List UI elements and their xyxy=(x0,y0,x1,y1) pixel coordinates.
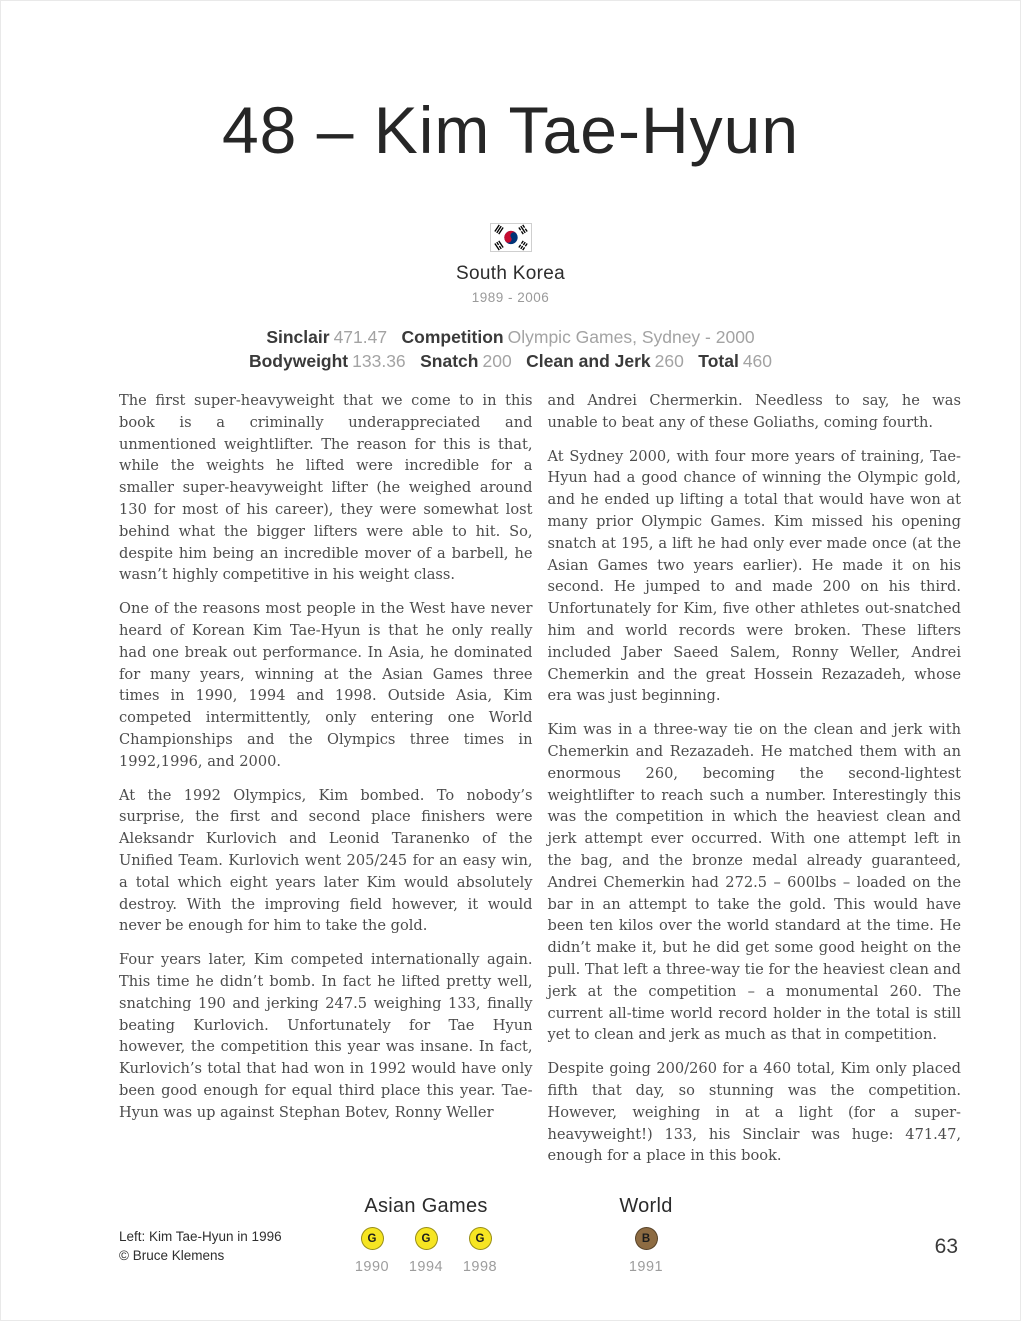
medal-group-title: Asian Games xyxy=(364,1195,488,1218)
medal-group-title: World xyxy=(619,1195,673,1218)
article-paragraph: Despite going 200/260 for a 460 total, Kim only placed fifth that day, so stunning was the competition. However, weighing in at a light (for a super-heavyweight!) 133, his Sinclair was huge: 471.47, enough for a place in this book. xyxy=(547,1060,961,1165)
article-paragraph: Kim was in a three-way tie on the clean and jerk with Chemerkin and Rezazadeh. He matched them with an enormous 260, becoming the second-lightest weightlifter to reach such a number. Interestingly this was the competition in which the heaviest clean and jerk attempt ever occurred. With one attempt left in the bag, and the bronze medal already guaranteed, Andrei Chemerkin had 272.5 – 600lbs – loaded on the bar in an attempt to take the gold. This would have been ten kilos over the world standard at the time. He didn’t make it, but he did get some good height on the pull. That left a three-way tie for the heaviest clean and jerk at the competition – a monumental 260. The current all-time world record holder in the total is still yet to clean and jerk as much as that in competition. xyxy=(547,721,961,1044)
gold-medal-icon: G xyxy=(469,1227,492,1250)
country-name: South Korea xyxy=(456,263,565,284)
medal-entry xyxy=(619,1227,673,1275)
stats-block xyxy=(1,326,1020,374)
medal-year: 1991 xyxy=(628,1259,664,1276)
page-title: 48 – Kim Tae-Hyun xyxy=(221,93,800,167)
medal-group-world xyxy=(598,1195,694,1275)
article-paragraph: Four years later, Kim competed internationally again. This time he didn’t bomb. In fact he lifted pretty well, snatching 190 and jerking 247.5 weighing 133, finally beating Kurlovich. Unfortunately for Tae Hyun however, the competition this year was insane. In fact, Kurlovich’s total that had won in 1992 would have only been good enough for equal third place this year. Tae-Hyun was up against Stephan Botev, Ronny Weller xyxy=(119,951,533,1121)
active-years: 1989 - 2006 xyxy=(471,290,550,305)
medal-year: 1994 xyxy=(408,1259,444,1276)
photo-caption-line: Left: Kim Tae-Hyun in 1996 xyxy=(119,1229,282,1244)
article-paragraph: At Sydney 2000, with four more years of training, Tae-Hyun had a good chance of winning the Olympic gold, and he ended up lifting a total that would have won at many prior Olympic Games. Kim missed his opening snatch at 195, a lift he had only ever made once (at the Asian Games two years earlier). He made it on his second. He jumped to and made 200 on his third. Unfortunately for Kim, five other athletes out-snatched him and world records were broken. These lifters included Jaber Saeed Salem, Ronny Weller, Andrei Chemerkin and the great Hossein Rezazadeh, whose era was just beginning. xyxy=(547,447,961,705)
article-paragraph: and Andrei Chermerkin. Needless to say, he was unable to beat any of these Goliaths, coming fourth. xyxy=(547,392,961,431)
stat-sinclair: Sinclair 471.47 xyxy=(266,327,388,347)
photo-caption xyxy=(119,1227,282,1265)
stat-competition: Competition Olympic Games, Sydney - 2000 xyxy=(401,327,755,347)
medal-group-asian-games xyxy=(345,1195,507,1275)
article-paragraph: At the 1992 Olympics, Kim bombed. To nobody’s surprise, the first and second place finishers were Aleksandr Kurlovich and Leonid Taranenko of the Unified Team. Kurlovich went 205/245 for an easy win, a total which eight years later Kim would absolutely destroy. With the improving field however, it would never be enough for him to take the gold. xyxy=(119,786,533,935)
country-flag xyxy=(1,223,1020,252)
gold-medal-icon: G xyxy=(415,1227,438,1250)
article-paragraph: The first super-heavyweight that we come to in this book is a criminally underappreciated and unmentioned weightlifter. The reason for this is that, while the weights he lifted were incredible for a smaller super-heavyweight lifter (he weighed around 130 for most of his career), they were somewhat lost behind what the bigger lifters were able to hit. So, despite him being an incredible mover of a barbell, he wasn’t highly competitive in his weight class. xyxy=(119,392,533,584)
article-right-column xyxy=(548,390,962,1179)
stat-clean-and-jerk: Clean and Jerk 260 xyxy=(526,351,684,371)
article-paragraph: One of the reasons most people in the West have never heard of Korean Kim Tae-Hyun is that he only really had one break out performance. In Asia, he dominated for many years, winning at the Asian Games three times in 1990, 1994 and 1998. Outside Asia, Kim competed intermittently, only entering one World Championships and the Olympics three times in 1992,1996, and 2000. xyxy=(119,600,533,770)
bronze-medal-icon: B xyxy=(635,1227,658,1250)
stats-line-2 xyxy=(1,350,1020,374)
medal-entry xyxy=(399,1227,453,1275)
medal-entry xyxy=(345,1227,399,1275)
medal-entry xyxy=(453,1227,507,1275)
medal-year: 1998 xyxy=(462,1259,498,1276)
stat-total: Total 460 xyxy=(698,351,773,371)
article-body xyxy=(119,390,961,1179)
gold-medal-icon: G xyxy=(361,1227,384,1250)
south-korea-flag-icon xyxy=(490,223,532,252)
stat-bodyweight: Bodyweight 133.36 xyxy=(248,351,406,371)
article-left-column xyxy=(119,390,533,1179)
stats-line-1 xyxy=(1,326,1020,350)
page-number: 63 xyxy=(934,1235,958,1258)
medal-year: 1990 xyxy=(354,1259,390,1276)
photo-caption-credit: © Bruce Klemens xyxy=(119,1248,225,1263)
stat-snatch: Snatch 200 xyxy=(420,351,512,371)
